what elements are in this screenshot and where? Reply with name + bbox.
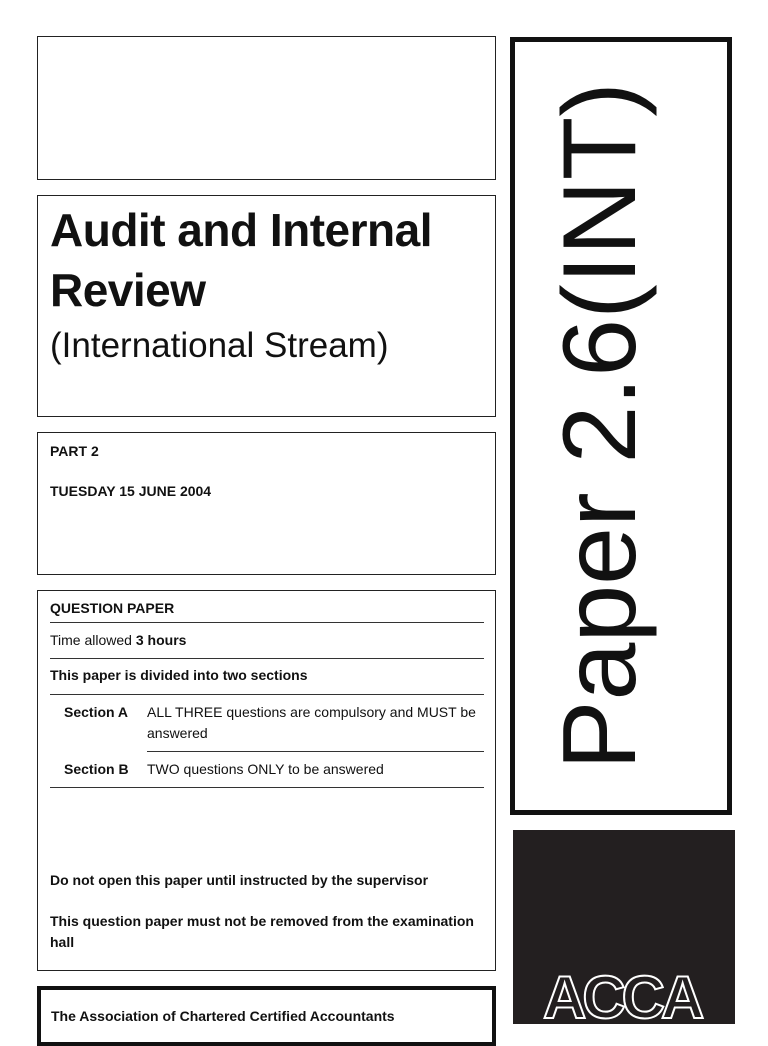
time-allowed <box>50 630 186 651</box>
exam-date: TUESDAY 15 JUNE 2004 <box>50 483 212 499</box>
blank-box <box>37 36 496 180</box>
title-box <box>37 195 496 417</box>
paper-code: Paper 2.6(INT) <box>542 82 658 770</box>
paper-title: Audit and Internal Review <box>50 204 432 316</box>
section-a-label: Section A <box>64 704 129 720</box>
instruction-do-not-open: Do not open this paper until instructed by the supervisor <box>50 872 429 888</box>
time-allowed-prefix: Time allowed <box>50 632 136 648</box>
instruction-do-not-remove: This question paper must not be removed from the examination hall <box>50 913 474 950</box>
association-name: The Association of Chartered Certified Accountants <box>51 1008 395 1024</box>
question-paper-box <box>37 590 496 971</box>
acca-logo: ACCA <box>543 964 701 1031</box>
divider <box>50 658 484 659</box>
question-paper-heading: QUESTION PAPER <box>50 600 175 616</box>
divider <box>50 787 484 788</box>
divider <box>50 694 484 695</box>
exam-info-box <box>37 432 496 575</box>
paper-subtitle: (International Stream) <box>50 326 389 365</box>
divider <box>147 751 484 752</box>
association-box <box>37 986 496 1046</box>
section-b-text: TWO questions ONLY to be answered <box>147 761 384 777</box>
time-allowed-value: 3 hours <box>135 632 187 648</box>
divider <box>50 622 484 623</box>
section-b-label: Section B <box>64 761 129 777</box>
acca-logo-block <box>513 830 735 1031</box>
sections-intro: This paper is divided into two sections <box>50 667 308 683</box>
part-label: PART 2 <box>50 443 99 459</box>
section-a-text: ALL THREE questions are compulsory and MUST be answered <box>147 704 476 741</box>
